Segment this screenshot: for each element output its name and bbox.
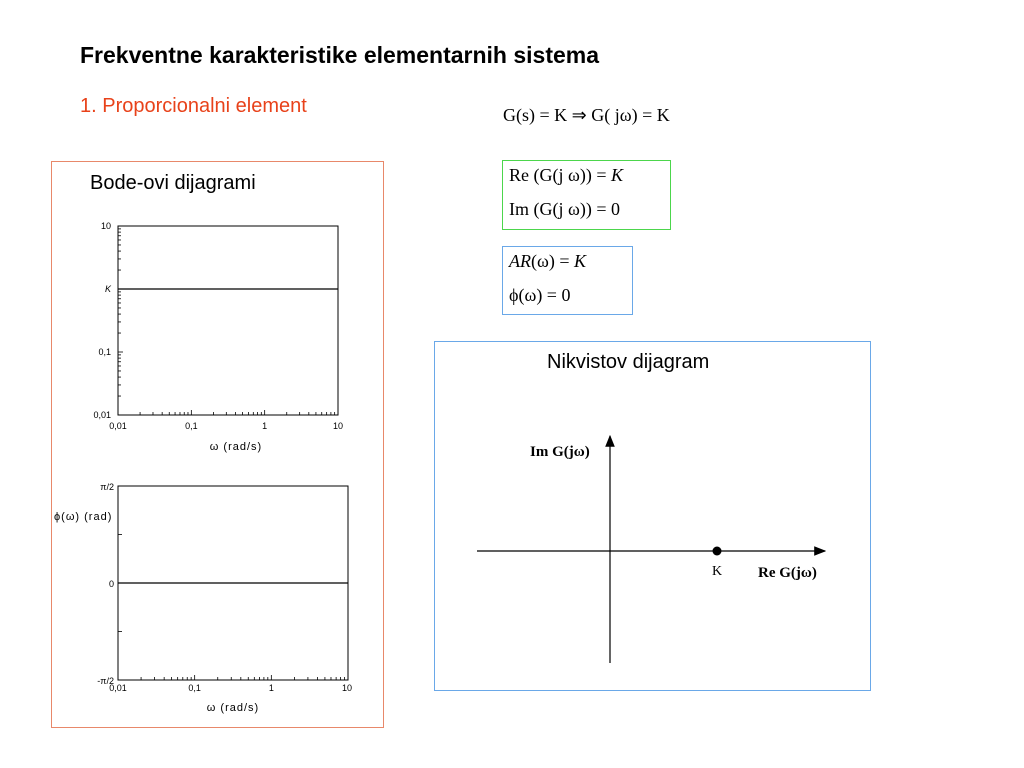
phase-y-tick-label: 0 [108,579,114,589]
im-equation: Im (G(j ω)) = 0 [509,199,620,219]
nyquist-x-axis-label: Re G(jω) [758,565,817,581]
nyquist-title: Nikvistov dijagram [547,351,710,373]
phase-y-tick-label: π/2 [100,482,114,492]
amplitude-y-tick-label: 0,1 [98,347,111,357]
amplitude-x-tick-label: 1 [262,421,268,431]
transfer-function-rhs: G( jω) = K [591,105,670,125]
phase-y-tick-label: -π/2 [97,676,114,686]
ar-equation-prefix: AR [509,251,531,271]
implies-symbol: ⇒ [571,105,587,125]
phase-x-tick-label: 0,1 [188,683,201,693]
amplitude-y-tick-label: K [104,284,111,294]
re-equation-text: Re (G(j ω)) = [509,165,611,185]
phi-equation: ϕ(ω) = 0 [509,285,571,305]
nyquist-point-label: K [711,564,723,579]
ar-equation-text: (ω) = [531,251,574,271]
nyquist-point-k [713,547,722,556]
amplitude-plot-frame [118,226,338,415]
amplitude-y-tick-label: 10 [100,221,111,231]
re-equation-value: K [610,165,623,185]
ar-equation-value: K [574,251,587,271]
slide-subtitle: 1. Proporcionalni element [80,95,307,117]
transfer-function-lhs: G(s) = K [503,105,568,125]
amplitude-x-tick-label: 0,1 [185,421,198,431]
phase-x-tick-label: 0,01 [109,683,127,693]
phase-x-axis-label: ω (rad/s) [206,702,260,714]
phase-x-tick-label: 10 [341,683,353,693]
nyquist-y-axis-label: Im G(jω) [530,444,590,460]
amplitude-x-tick-label: 10 [332,421,344,431]
slide-title: Frekventne karakteristike elementarnih sistema [80,42,600,68]
amplitude-x-axis-label: ω (rad/s) [209,441,263,453]
phase-x-tick-label: 1 [268,683,274,693]
phase-y-axis-label: ϕ(ω) (rad) [54,511,113,523]
amplitude-x-tick-label: 0,01 [109,421,127,431]
amplitude-y-tick-label: 0,01 [93,410,111,420]
bode-title: Bode-ovi dijagrami [90,172,256,194]
